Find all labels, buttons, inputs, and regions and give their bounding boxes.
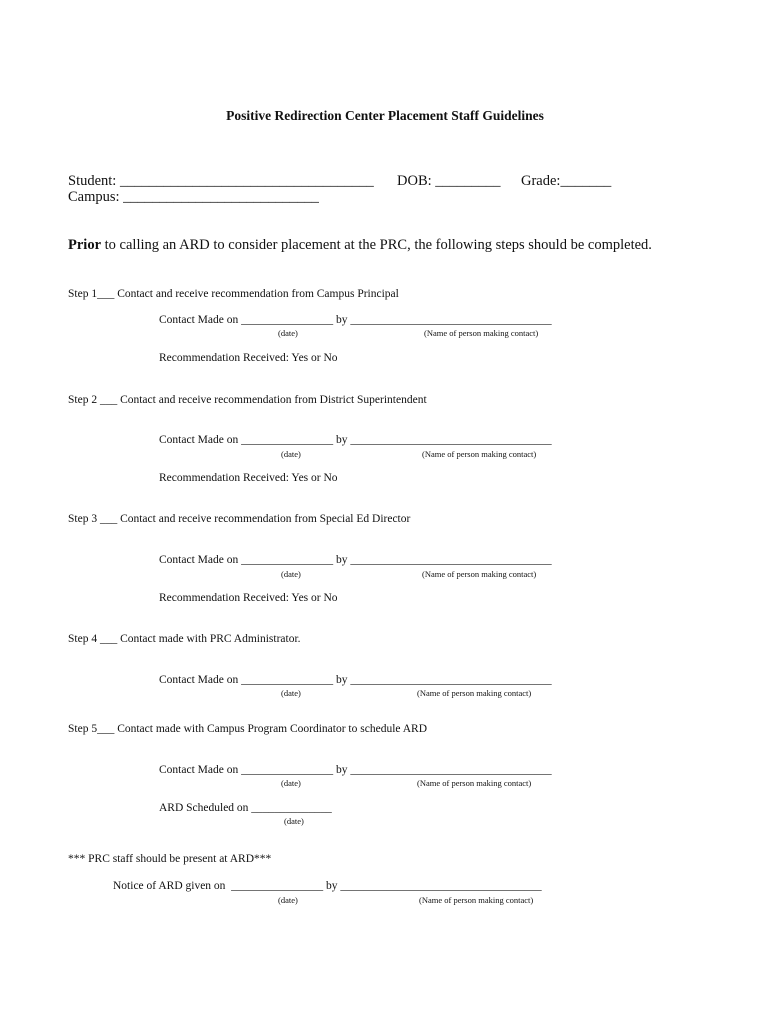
step-5-label: Step 5___ Contact made with Campus Program Coordinator to schedule ARD	[68, 723, 428, 735]
step-3-date-caption: (date)	[281, 569, 301, 579]
page-title: Positive Redirection Center Placement Staff Guidelines	[226, 108, 544, 123]
step-2-name-caption: (Name of person making contact)	[422, 449, 537, 459]
step-2-date-caption: (date)	[281, 449, 301, 459]
notice-name-caption: (Name of person making contact)	[419, 895, 534, 905]
step-4-contact-line: Contact Made on ________________ by ___________________________________	[159, 674, 552, 686]
step-5-contact-line: Contact Made on ________________ by ___________________________________	[159, 764, 552, 776]
student-field: Student: ___________________________________	[68, 173, 374, 189]
ard-scheduled-line: ARD Scheduled on ______________	[159, 802, 332, 814]
step-1-date-caption: (date)	[278, 328, 298, 338]
step-4-label: Step 4 ___ Contact made with PRC Administrator.	[68, 633, 301, 645]
step-1-contact-line: Contact Made on ________________ by ___________________________________	[159, 314, 552, 326]
step-2-label: Step 2 ___ Contact and receive recommendation from District Superintendent	[68, 394, 427, 406]
step-2-recommendation: Recommendation Received: Yes or No	[159, 472, 338, 484]
grade-field: Grade:_______	[521, 173, 612, 189]
prc-staff-note: *** PRC staff should be present at ARD***	[68, 853, 272, 865]
step-1-recommendation: Recommendation Received: Yes or No	[159, 352, 338, 364]
step-3-label: Step 3 ___ Contact and receive recommendation from Special Ed Director	[68, 513, 411, 525]
step-4-name-caption: (Name of person making contact)	[417, 688, 532, 698]
step-3-name-caption: (Name of person making contact)	[422, 569, 537, 579]
step-5-date-caption: (date)	[281, 778, 301, 788]
notice-line: Notice of ARD given on ________________ by ___________________________________	[113, 880, 542, 892]
ard-scheduled-date-caption: (date)	[284, 816, 304, 826]
intro-text	[68, 237, 652, 254]
step-1-label: Step 1___ Contact and receive recommendation from Campus Principal	[68, 288, 399, 300]
step-4-date-caption: (date)	[281, 688, 301, 698]
notice-date-caption: (date)	[278, 895, 298, 905]
step-2-contact-line: Contact Made on ________________ by ___________________________________	[159, 434, 552, 446]
intro-bold-word: Prior	[68, 237, 102, 253]
step-5-name-caption: (Name of person making contact)	[417, 778, 532, 788]
step-1-name-caption: (Name of person making contact)	[424, 328, 539, 338]
campus-field: Campus: ___________________________	[68, 189, 319, 205]
dob-field: DOB: _________	[397, 173, 501, 189]
step-3-recommendation: Recommendation Received: Yes or No	[159, 592, 338, 604]
intro-rest: to calling an ARD to consider placement at the PRC, the following steps should be completed.	[101, 237, 652, 253]
step-3-contact-line: Contact Made on ________________ by ___________________________________	[159, 554, 552, 566]
